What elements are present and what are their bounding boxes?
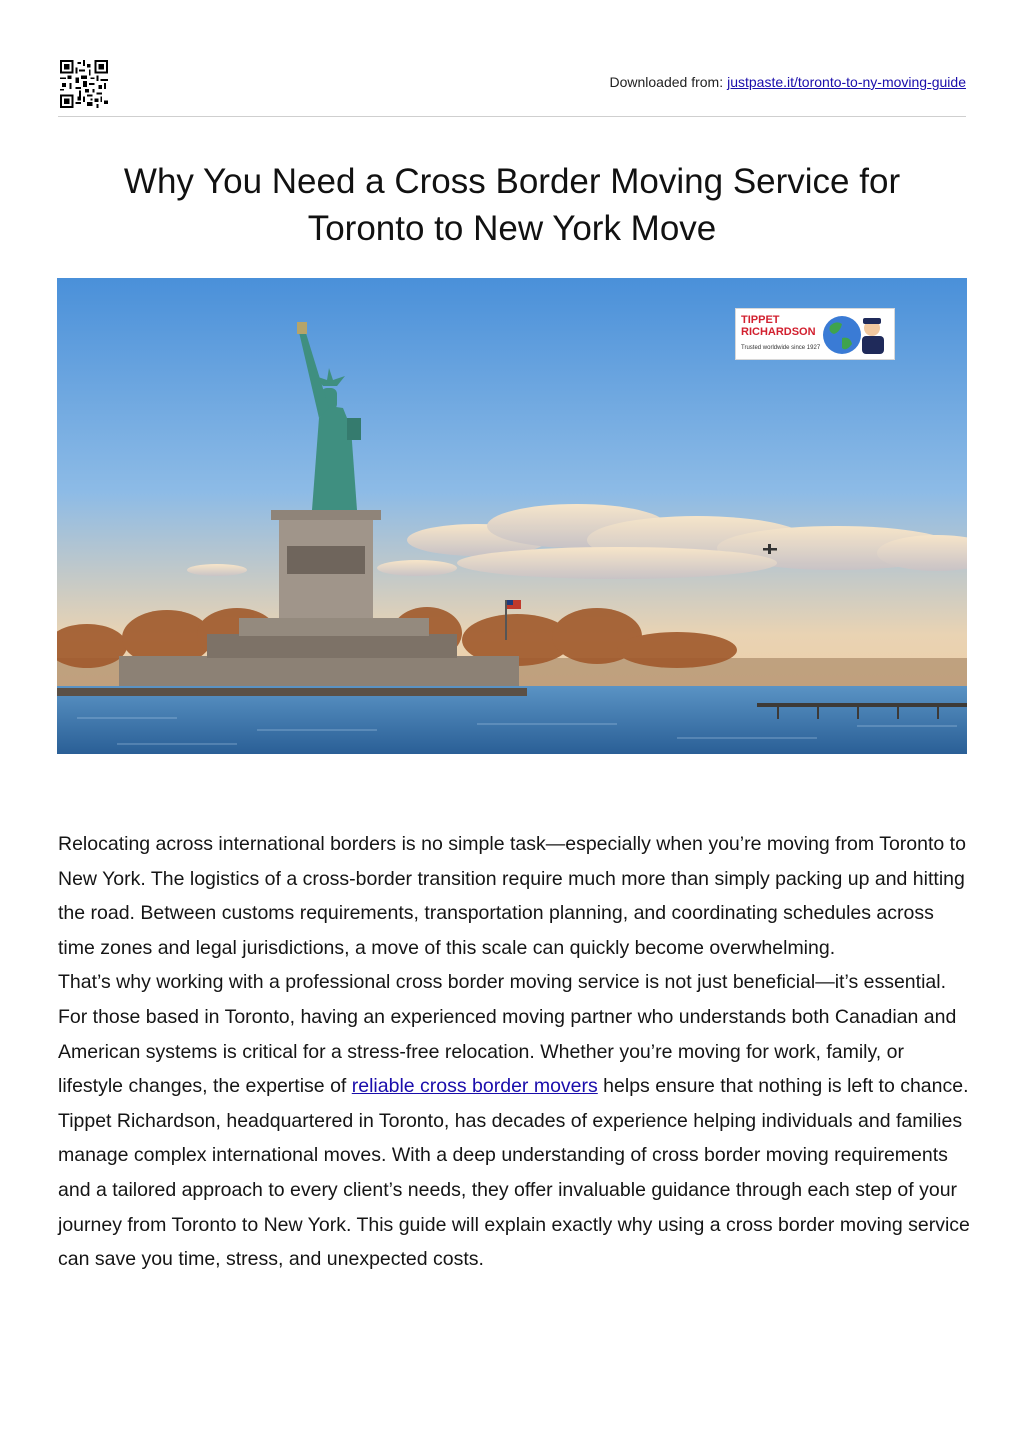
source-link[interactable]: justpaste.it/toronto-to-ny-moving-guide bbox=[727, 74, 966, 90]
title-line-1: Why You Need a Cross Border Moving Service for bbox=[123, 162, 901, 201]
downloaded-label: Downloaded from: bbox=[609, 74, 724, 90]
download-source bbox=[609, 74, 966, 90]
page-title bbox=[58, 158, 966, 252]
title-line-2: Toronto to New York Move bbox=[307, 209, 717, 248]
reliable-movers-link[interactable]: reliable cross border movers bbox=[351, 1075, 598, 1098]
company-logo bbox=[735, 308, 895, 360]
qr-code-icon bbox=[60, 60, 108, 108]
logo-tagline: Trusted worldwide since 1927 bbox=[741, 345, 821, 351]
page-header bbox=[58, 58, 966, 117]
paragraph-2: That’s why working with a professional cross border moving service is not just beneficial—it’s essential. For those based in Toronto, having an experienced moving partner who understands both Canadian and American systems is critical for a stress-free relocation. Whether you’re moving for work, family, or lifestyle changes, the expertise of reliable cross border movers helps ensure that nothing is left to chance. bbox=[58, 971, 969, 1098]
logo-wordmark: TIPPET RICHARDSON bbox=[741, 314, 816, 338]
pedestal bbox=[271, 510, 381, 618]
article-body bbox=[58, 827, 970, 1277]
paragraph-1: Relocating across international borders is no simple task—especially when you’re moving from Toronto to New York. The logistics of a cross-border transition require much more than simply packing up and hitting the road. Between customs requirements, transportation planning, and coordinating schedules across time zones and legal jurisdictions, a move of this scale can quickly become overwhelming. bbox=[58, 833, 966, 959]
hero-image bbox=[57, 278, 967, 754]
paragraph-3: Tippet Richardson, headquartered in Toronto, has decades of experience helping individuals and families manage complex international moves. With a deep understanding of cross border moving requirements and a tailored approach to every client’s needs, they offer invaluable guidance through each step of your journey from Toronto to New York. This guide will explain exactly why using a cross border moving service can save you time, stress, and unexpected costs. bbox=[58, 1109, 970, 1271]
globe-mascot-icon bbox=[818, 312, 890, 356]
